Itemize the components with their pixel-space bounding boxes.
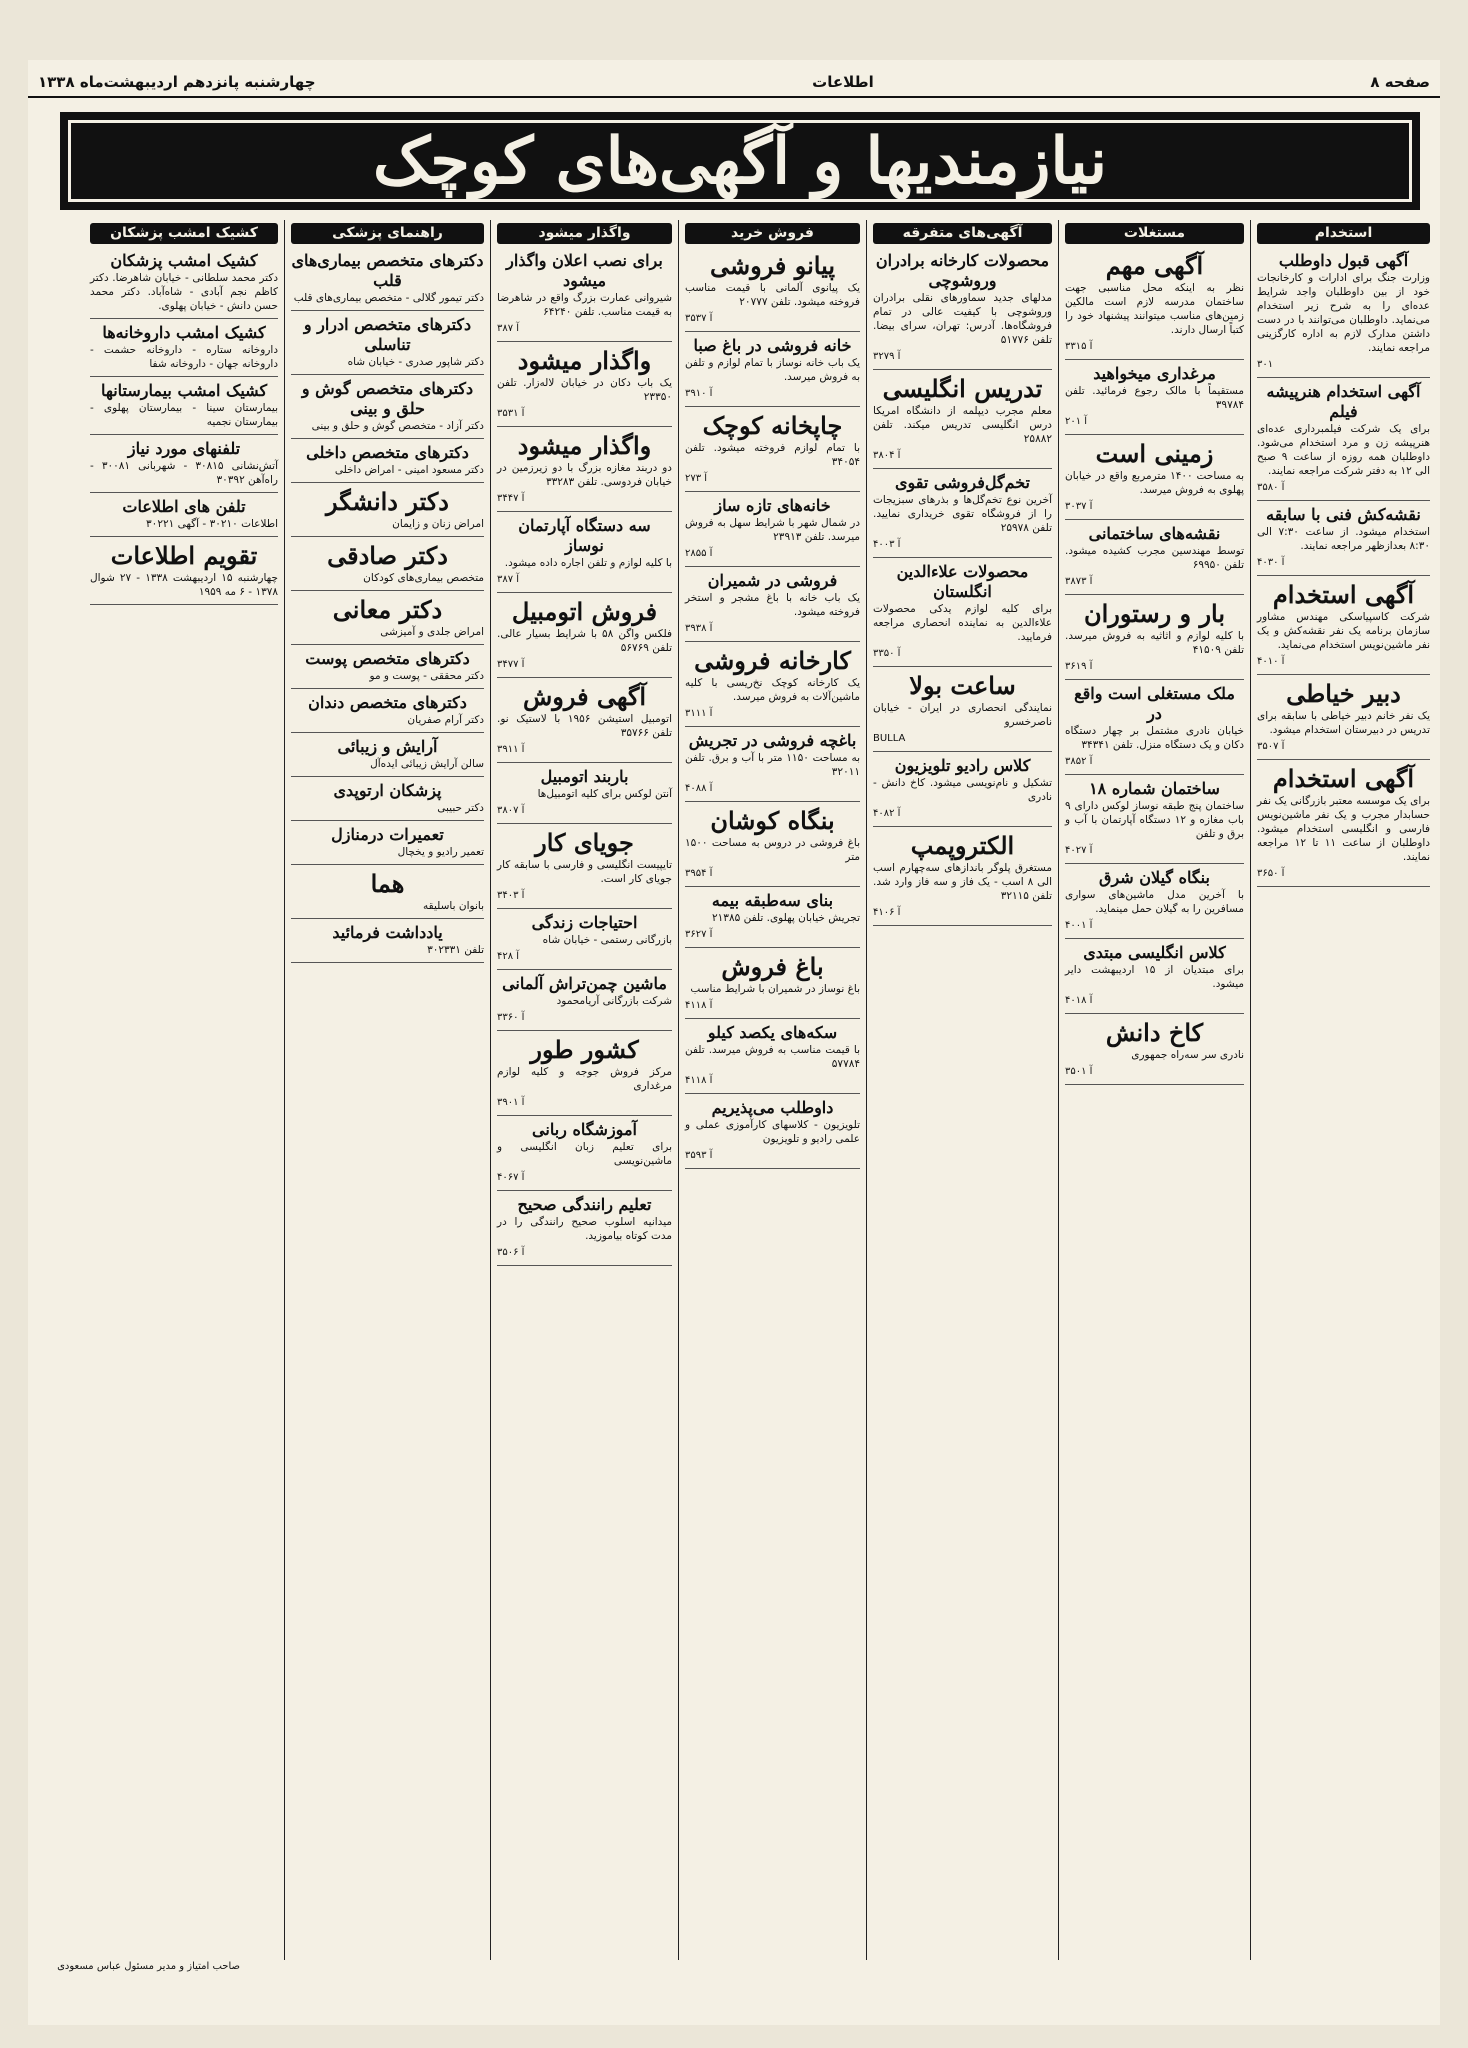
ad-body: آنتن لوکس برای کلیه اتومبیل‌ها bbox=[537, 788, 672, 800]
ad-title: کلاس رادیو تلویزیون bbox=[894, 756, 1031, 775]
ad-title: احتیاجات زندگی bbox=[531, 913, 638, 932]
ad-body: دکتر محققی - پوست و مو bbox=[369, 670, 484, 682]
classified-ad bbox=[873, 752, 1052, 827]
ad-code: آ ۳۴۷۷ bbox=[497, 659, 525, 670]
footer-credit: صاحب امتیاز و مدیر مسئول عباس مسعودی bbox=[57, 1961, 240, 1972]
classified-ad bbox=[497, 1031, 672, 1116]
classified-ad bbox=[685, 727, 860, 802]
ad-title: خانه‌های تازه ساز bbox=[714, 496, 831, 515]
ad-body: متخصص بیماری‌های کودکان bbox=[363, 572, 484, 584]
ad-title: کشور طور bbox=[530, 1035, 639, 1064]
ad-body: برای کلیه لوازم یدکی محصولات علاءالدین به نماینده انحصاری مراجعه فرمایید. bbox=[873, 603, 1052, 643]
ad-code: آ ۳۹۱۰ bbox=[685, 388, 713, 399]
ad-body: اتومبیل استیشن ۱۹۵۶ با لاستیک نو. تلفن ۳۵۷۶۶ bbox=[497, 713, 673, 739]
classified-ad bbox=[291, 483, 484, 537]
classified-ad bbox=[497, 1116, 672, 1191]
classified-ad bbox=[873, 558, 1052, 667]
classified-ad bbox=[1065, 864, 1244, 939]
classified-ad bbox=[685, 492, 860, 567]
ad-code: آ ۳۸۷۳ bbox=[1065, 576, 1093, 587]
classified-columns bbox=[36, 220, 1436, 1960]
ad-title: بنگاه گیلان شرق bbox=[1099, 868, 1210, 887]
column-3 bbox=[866, 220, 1058, 1960]
ad-body: تجریش خیابان پهلوی. تلفن ۲۱۳۸۵ bbox=[712, 912, 860, 924]
classified-ad bbox=[1065, 1014, 1244, 1085]
ad-body: بازرگانی رستمی - خیابان شاه bbox=[542, 934, 672, 946]
ad-code: آ ۴۰۸۸ bbox=[685, 783, 713, 794]
ad-body: آتش‌نشانی ۳۰۸۱۵ - شهربانی ۳۰۰۸۱ - راه‌آهن ۳۰۳۹۲ bbox=[90, 460, 278, 486]
ad-title: جویای کار bbox=[535, 828, 634, 857]
ad-body: دکتر حبیبی bbox=[437, 802, 484, 814]
classified-ad bbox=[1257, 576, 1430, 675]
ad-code: آ ۴۱۱۸ bbox=[685, 1000, 713, 1011]
classified-ad bbox=[1065, 435, 1244, 520]
ad-body: یک نفر خانم دبیر خیاطی با سابقه برای تدریس در دبیرستان استخدام میشود. bbox=[1257, 710, 1430, 736]
classified-ad bbox=[1065, 360, 1244, 435]
classified-ad bbox=[1065, 680, 1244, 775]
ad-code: آ ۳۰۳۷ bbox=[1065, 501, 1093, 512]
ad-body: برای یک موسسه معتبر بازرگانی یک نفر حسابدار مجرب و یک نفر ماشین‌نویس فارسی و انگلیسی استخدام میشود. داوطلبان از ساعت ۱۱ تا ۱۲ مراجعه نمایند. bbox=[1257, 795, 1430, 863]
classified-ad bbox=[1065, 595, 1244, 680]
ad-title: تخم‌گل‌فروشی تقوی bbox=[894, 473, 1030, 492]
ad-body: مستقیماً با مالک رجوع فرمائید. تلفن ۳۹۷۸۴ bbox=[1065, 385, 1244, 411]
ad-title: تلفن های اطلاعات bbox=[122, 497, 246, 516]
ad-code: BULLA bbox=[873, 733, 906, 744]
ad-title: آگهی مهم bbox=[1105, 251, 1204, 280]
classified-ad bbox=[291, 733, 484, 777]
ad-title: ساختمان شماره ۱۸ bbox=[1089, 779, 1220, 798]
ad-code: آ ۳۶۵۰ bbox=[1257, 868, 1285, 879]
ad-title: ساعت بولا bbox=[909, 671, 1016, 700]
ad-code: آ ۳۵۳۱ bbox=[497, 408, 525, 419]
paper-name: اطلاعات bbox=[812, 73, 874, 91]
ad-title: محصولات کارخانه برادران وروشوچی bbox=[875, 251, 1050, 290]
ad-title: ماشین چمن‌تراش آلمانی bbox=[502, 974, 667, 993]
ad-body: برای یک شرکت فیلمبرداری عده‌ای هنرپیشه زن و مرد استخدام می‌شود. داوطلبان همه روزه از ساعت ۹ صبح الی ۱۲ به دفتر شرکت مراجعه نمایند. bbox=[1257, 423, 1430, 477]
classified-ad bbox=[685, 1094, 860, 1169]
ad-body: باغ فروشی در دروس به مساحت ۱۵۰۰ متر bbox=[685, 837, 860, 863]
ad-code: آ ۳۵۰۶ bbox=[497, 1247, 525, 1258]
ad-title: دکترهای متخصص پوست bbox=[305, 649, 470, 668]
ad-title: باربند اتومبیل bbox=[540, 767, 629, 786]
ad-body: مدلهای جدید سماورهای نقلی برادران وروشوچی با کیفیت عالی در تمام فروشگاه‌ها. آدرس: تهران، سرای بیضا. تلفن ۵۱۷۷۶ bbox=[873, 292, 1052, 346]
ad-title: دبیر خیاطی bbox=[1286, 679, 1401, 708]
ad-title: دکتر صادقی bbox=[327, 541, 448, 570]
ad-title: باغچه فروشی در تجریش bbox=[688, 731, 857, 750]
ad-body: میدانیه اسلوب صحیح رانندگی را در مدت کوتاه بیاموزید. bbox=[497, 1216, 672, 1242]
ad-code: آ ۳۴۰۳ bbox=[497, 890, 525, 901]
classified-ad bbox=[497, 763, 672, 824]
ad-title: دکترهای متخصص بیماری‌های قلب bbox=[291, 251, 484, 290]
column-1 bbox=[1250, 220, 1436, 1960]
ad-body: مستغرق پلوگر بانداز‌های سه‌چهارم اسب الی ۸ اسب - یک فاز و سه فاز وارد شد. تلفن ۳۲۱۱۵ bbox=[873, 862, 1052, 902]
ad-code: آ ۳۹۰۱ bbox=[497, 1097, 525, 1108]
classified-ad bbox=[873, 370, 1052, 469]
column-4 bbox=[678, 220, 866, 1960]
classified-ad bbox=[873, 827, 1052, 926]
ad-title: سکه‌های یکصد کیلو bbox=[707, 1023, 838, 1042]
classified-ad bbox=[497, 427, 672, 512]
ad-body: تشکیل و نام‌نویسی میشود. کاخ دانش - نادری bbox=[873, 777, 1052, 803]
classified-ad bbox=[90, 319, 278, 377]
ad-title: آگهی استخدام bbox=[1272, 764, 1415, 793]
column-section-header: مستغلات bbox=[1065, 223, 1244, 244]
ad-title: تعمیرات درمنازل bbox=[331, 825, 444, 844]
classified-ad bbox=[291, 311, 484, 375]
ad-title: آگهی قبول داوطلب bbox=[1278, 251, 1409, 270]
ad-body: شرکت بازرگانی آریامحمود bbox=[556, 995, 672, 1007]
ad-title: داوطلب می‌پذیریم bbox=[711, 1098, 834, 1117]
ad-title: برای نصب اعلان واگذار میشود bbox=[506, 251, 663, 290]
ad-title: آموزشگاه ربانی bbox=[532, 1120, 637, 1139]
ad-body: با کلیه لوازم و تلفن اجاره داده میشود. bbox=[504, 557, 672, 569]
ad-body: تلویزیون - کلاسهای کارآموزی عملی و علمی رادیو و تلویزیون bbox=[685, 1119, 860, 1145]
ad-title: آگهی فروش bbox=[522, 682, 647, 711]
ad-body: برای مبتدیان از ۱۵ اردیبهشت دایر میشود. bbox=[1065, 964, 1244, 990]
ad-code: آ ۲۸۵۵ bbox=[685, 548, 713, 559]
classified-ad bbox=[90, 377, 278, 435]
ad-body: تلفن ۳۰۲۳۳۱ bbox=[427, 944, 484, 956]
ad-code: آ ۴۰۲۷ bbox=[1065, 845, 1093, 856]
classified-ad bbox=[685, 332, 860, 407]
ad-code: آ ۳۵۹۳ bbox=[685, 1150, 713, 1161]
ad-body: ساختمان پنج طبقه نوساز لوکس دارای ۹ باب مغازه و ۱۲ دستگاه آپارتمان با آب و برق و تلفن bbox=[1065, 800, 1244, 840]
ad-body: سالن آرایش زیبائی ایده‌آل bbox=[370, 758, 484, 770]
ad-body: با تمام لوازم فروخته میشود. تلفن ۳۴۰۵۴ bbox=[685, 442, 860, 468]
ad-title: هما bbox=[370, 869, 405, 898]
classified-ad bbox=[291, 777, 484, 821]
ad-body: امراض زنان و زایمان bbox=[392, 518, 484, 530]
ad-title: سه دستگاه آپارتمان نوساز bbox=[518, 516, 651, 555]
classified-ad bbox=[291, 919, 484, 963]
ad-title: فروشی در شمیران bbox=[707, 571, 838, 590]
ad-code: آ ۴۱۱۸ bbox=[685, 1075, 713, 1086]
ad-body: یک باب خانه نوساز با تمام لوازم و تلفن به فروش میرسد. bbox=[685, 357, 860, 383]
classified-ad bbox=[685, 642, 860, 727]
classified-ad bbox=[1065, 939, 1244, 1014]
ad-code: آ ۳۶۱۹ bbox=[1065, 661, 1093, 672]
ad-title: آرایش و زیبائی bbox=[337, 737, 438, 756]
ad-title: تقویم اطلاعات bbox=[110, 541, 258, 570]
ad-body: فلکس واگن ۵۸ با شرایط بسیار عالی. تلفن ۵۶۷۶۹ bbox=[497, 628, 672, 654]
classified-ad bbox=[291, 645, 484, 689]
ad-body: امراض جلدی و آمیزشی bbox=[380, 626, 484, 638]
ad-code: آ ۴۰۸۲ bbox=[873, 808, 901, 819]
classified-ad bbox=[1257, 760, 1430, 887]
ad-code: آ ۴۰۶۷ bbox=[497, 1172, 525, 1183]
ad-code: آ ۳۹۵۴ bbox=[685, 868, 713, 879]
ad-title: کارخانه فروشی bbox=[694, 646, 851, 675]
ad-body: شیروانی عمارت بزرگ واقع در شاهرضا به قیمت مناسب. تلفن ۶۴۲۴۰ bbox=[497, 292, 672, 318]
ad-title: دکترهای متخصص ادرار و تناسلی bbox=[303, 315, 472, 354]
ad-code: آ ۴۰۰۳ bbox=[873, 539, 901, 550]
ad-title: دکترهای متخصص دندان bbox=[308, 693, 467, 712]
ad-code: آ ۳۵۰۷ bbox=[1257, 741, 1285, 752]
classified-ad bbox=[497, 970, 672, 1031]
classified-ad bbox=[291, 591, 484, 645]
classified-ad bbox=[873, 667, 1052, 752]
ad-body: دکتر محمد سلطانی - خیابان شاهرضا. دکتر کاظم نجم آبادی - شاه‌آباد. دکتر محمد حسن دانش - خیابان پهلوی. bbox=[90, 272, 278, 312]
ad-title: کشیک امشب بیمارستانها bbox=[100, 381, 268, 400]
ad-body: نمایندگی انحصاری در ایران - خیابان ناصرخسرو bbox=[873, 702, 1052, 728]
classified-ad bbox=[497, 593, 672, 678]
ad-code: آ ۳۴۴۷ bbox=[497, 493, 525, 504]
ad-code: آ ۳۸۰۴ bbox=[873, 450, 901, 461]
ad-code: آ ۳۵۳۷ bbox=[685, 313, 713, 324]
ad-body: وزارت جنگ برای ادارات و کارخانجات خود از بین داوطلبان واجد شرایط عده‌ای را به شرح زیر استخدام می‌نماید. داوطلبان می‌توانند با در دست داشتن مدارک لازم به اداره کارگزینی مراجعه نمایند. bbox=[1257, 272, 1430, 354]
classified-ad bbox=[497, 247, 672, 342]
ad-title: زمینی است bbox=[1095, 439, 1214, 468]
ad-body: خیابان نادری مشتمل بر چهار دستگاه دکان و یک دستگاه منزل. تلفن ۳۴۳۴۱ bbox=[1065, 725, 1244, 751]
ad-code: آ ۳۳۵۰ bbox=[873, 648, 901, 659]
ad-code: آ ۴۰۱۰ bbox=[1257, 656, 1285, 667]
ad-body: به مساحت ۱۱۵۰ متر با آب و برق. تلفن ۳۲۰۱۱ bbox=[685, 752, 861, 778]
ad-title: دکترهای متخصص داخلی bbox=[306, 443, 469, 462]
classified-ad bbox=[685, 247, 860, 332]
ad-body: دکتر شاپور صدری - خیابان شاه bbox=[347, 356, 484, 368]
ad-body: با کلیه لوازم و اثاثیه به فروش میرسد. تلفن ۴۱۵۰۹ bbox=[1065, 630, 1244, 656]
ad-code: آ ۳۳۶۰ bbox=[497, 1012, 525, 1023]
classified-ad bbox=[90, 247, 278, 319]
ad-code: آ ۳۶۲۷ bbox=[685, 929, 713, 940]
ad-code: آ ۳۹۱۱ bbox=[497, 744, 525, 755]
classified-ad bbox=[1257, 501, 1430, 576]
ad-title: نقشه‌های ساختمانی bbox=[1088, 524, 1221, 543]
classified-ad bbox=[291, 375, 484, 439]
ad-body: با آخرین مدل ماشین‌های سواری مسافرین را به گیلان حمل مینماید. bbox=[1065, 889, 1244, 915]
ad-body: با قیمت مناسب به فروش میرسد. تلفن ۵۷۷۸۴ bbox=[685, 1044, 860, 1070]
ad-title: تدریس انگلیسی bbox=[882, 374, 1043, 403]
ad-title: پیانو فروشی bbox=[709, 251, 836, 280]
ad-code: آ ۳۳۱۵ bbox=[1065, 341, 1093, 352]
ad-code: آ ۴۰۰۱ bbox=[1065, 920, 1093, 931]
page-number: صفحه ۸ bbox=[1370, 73, 1430, 91]
column-6 bbox=[284, 220, 490, 1960]
classified-ad bbox=[1257, 675, 1430, 760]
ad-body: بانوان باسلیقه bbox=[423, 900, 484, 912]
ad-title: آگهی استخدام bbox=[1272, 580, 1415, 609]
ad-body: داروخانه ستاره - داروخانه حشمت - داروخانه جهان - داروخانه شفا bbox=[90, 344, 278, 370]
classifieds-banner: نیازمندیها و آگهی‌های کوچک bbox=[60, 112, 1420, 210]
ad-code: آ ۳۲۷۹ bbox=[873, 351, 901, 362]
ad-title: کشیک امشب داروخانه‌ها bbox=[102, 323, 266, 342]
classified-ad bbox=[291, 689, 484, 733]
ad-title: تلفنهای مورد نیاز bbox=[127, 439, 241, 458]
ad-body: دکتر آزاد - متخصص گوش و حلق و بینی bbox=[311, 420, 484, 432]
ad-code: آ ۳۹۳۸ bbox=[685, 623, 713, 634]
classified-ad bbox=[1065, 775, 1244, 864]
ad-body: یک باب خانه با باغ مشجر و استخر فروخته میشود. bbox=[685, 592, 860, 618]
ad-title: بنای سه‌طبقه بیمه bbox=[711, 891, 834, 910]
ad-code: آ ۴۱۰۶ bbox=[873, 907, 901, 918]
ad-body: یک باب دکان در خیابان لاله‌زار. تلفن ۲۳۳۵۰ bbox=[497, 377, 672, 403]
classified-ad bbox=[873, 469, 1052, 558]
classified-ad bbox=[1065, 520, 1244, 595]
classified-ad bbox=[873, 247, 1052, 370]
classified-ad bbox=[497, 824, 672, 909]
ad-body: در شمال شهر با شرایط سهل به فروش میرسد. تلفن ۲۳۹۱۳ bbox=[685, 517, 860, 543]
classified-ad bbox=[291, 439, 484, 483]
ad-body: دو دربند مغازه بزرگ با دو زیرزمین در خیابان فردوسی. تلفن ۳۳۲۸۳ bbox=[497, 462, 672, 488]
ad-title: یادداشت فرمائید bbox=[332, 923, 443, 942]
ad-code: ۳۰۱ bbox=[1257, 359, 1274, 370]
ad-body: یک کارخانه کوچک نخ‌ریسی با کلیه ماشین‌آلات به فروش میرسد. bbox=[685, 677, 860, 703]
ad-body: چهارشنبه ۱۵ اردیبهشت ۱۳۳۸ - ۲۷ شوال ۱۳۷۸ - ۶ مه ۱۹۵۹ bbox=[90, 572, 279, 598]
ad-title: ملک مستغلی است واقع در bbox=[1074, 684, 1235, 723]
ad-body: تعمیر رادیو و یخچال bbox=[397, 846, 484, 858]
classified-ad bbox=[1257, 378, 1430, 501]
ad-title: چاپخانه کوچک bbox=[702, 411, 843, 440]
classified-ad bbox=[497, 909, 672, 970]
column-section-header: کشیک امشب پزشکان bbox=[90, 223, 278, 244]
ad-title: نقشه‌کش فنی با سابقه bbox=[1266, 505, 1421, 524]
ad-title: مرغداری میخواهید bbox=[1093, 364, 1216, 383]
ad-code: آ ۴۰۱۸ bbox=[1065, 995, 1093, 1006]
ad-code: آ ۴۲۸ bbox=[497, 951, 520, 962]
page-header bbox=[28, 68, 1440, 98]
ad-title: دکتر دانشگر bbox=[326, 487, 449, 516]
ad-body: نظر به اینکه محل مناسبی جهت ساختمان مدرسه لازم است مالکین زمین‌های مناسب میتوانند پیشنهاد خود را کتباً ارسال دارند. bbox=[1065, 282, 1244, 336]
column-2 bbox=[1058, 220, 1250, 1960]
ad-code: آ ۳۸۰۷ bbox=[497, 805, 525, 816]
ad-body: معلم مجرب دیپلمه از دانشگاه امریکا درس انگلیسی تدریس میکند. تلفن ۲۵۸۸۲ bbox=[873, 405, 1052, 445]
ad-body: باغ نوساز در شمیران با شرایط مناسب bbox=[690, 983, 860, 995]
classified-ad bbox=[685, 567, 860, 642]
classified-ad bbox=[497, 342, 672, 427]
classified-ad bbox=[685, 948, 860, 1019]
ad-body: تایپیست انگلیسی و فارسی با سابقه کار جویای کار است. bbox=[497, 859, 672, 885]
ad-body: دکتر مسعود امینی - امراض داخلی bbox=[334, 464, 484, 476]
classified-ad bbox=[90, 493, 278, 537]
ad-code: آ ۳۸۵۲ bbox=[1065, 756, 1093, 767]
ad-body: نادری سر سه‌راه جمهوری bbox=[1131, 1049, 1244, 1061]
ad-title: تعلیم رانندگی صحیح bbox=[517, 1195, 652, 1214]
ad-body: مرکز فروش جوجه و کلیه لوازم مرغداری bbox=[497, 1066, 672, 1092]
ad-code: آ ۳۸۷ bbox=[497, 574, 520, 585]
column-5 bbox=[490, 220, 678, 1960]
classified-ad bbox=[291, 865, 484, 919]
ad-body: توسط مهندسین مجرب کشیده میشود. تلفن ۶۹۹۵۰ bbox=[1065, 545, 1244, 571]
column-section-header: راهنمای پزشکی bbox=[291, 223, 484, 244]
classified-ad bbox=[497, 678, 672, 763]
ad-body: دکتر آرام صفریان bbox=[407, 714, 484, 726]
classified-ad bbox=[90, 537, 278, 605]
ad-title: دکترهای متخصص گوش و حلق و بینی bbox=[301, 379, 474, 418]
ad-code: آ ۴۰۳۰ bbox=[1257, 557, 1285, 568]
column-7 bbox=[84, 220, 284, 1960]
classified-ad bbox=[685, 887, 860, 948]
ad-title: واگذار میشود bbox=[517, 431, 652, 460]
column-section-header: استخدام bbox=[1257, 223, 1430, 244]
ad-title: باغ فروش bbox=[721, 952, 824, 981]
ad-code: آ ۲۰۱ bbox=[1065, 416, 1088, 427]
issue-date: چهارشنبه پانزدهم اردیبهشت‌ماه ۱۳۳۸ bbox=[38, 73, 316, 91]
ad-title: پزشکان ارتوپدی bbox=[333, 781, 442, 800]
ad-title: فروش اتومبیل bbox=[511, 597, 658, 626]
ad-body: دکتر تیمور گلالی - متخصص بیماری‌های قلب bbox=[293, 292, 484, 304]
classified-ad bbox=[291, 821, 484, 865]
column-section-header: واگذار میشود bbox=[497, 223, 672, 244]
ad-title: بنگاه کوشان bbox=[710, 806, 835, 835]
ad-body: شرکت کاسپیاسکی مهندس مشاور سازمان برنامه یک نفر نقشه‌کش و یک نفر ماشین‌نویس استخدام می‌نماید. bbox=[1257, 611, 1430, 651]
ad-title: محصولات علاءالدین انگلستان bbox=[896, 562, 1029, 601]
classified-ad bbox=[1065, 247, 1244, 360]
ad-title: دکتر معانی bbox=[332, 595, 443, 624]
ad-body: به مساحت ۱۴۰۰ مترمربع واقع در خیابان پهلوی به فروش میرسد. bbox=[1065, 470, 1244, 496]
ad-body: برای تعلیم زبان انگلیسی و ماشین‌نویسی bbox=[497, 1141, 672, 1167]
ad-title: بار و رستوران bbox=[1083, 599, 1226, 628]
classified-ad bbox=[291, 537, 484, 591]
classified-ad bbox=[685, 407, 860, 492]
classified-ad bbox=[497, 512, 672, 593]
column-section-header: آگهی‌های متفرقه bbox=[873, 223, 1052, 244]
ad-title: خانه فروشی در باغ صبا bbox=[693, 336, 852, 355]
ad-title: واگذار میشود bbox=[517, 346, 652, 375]
ad-code: آ ۳۱۱۱ bbox=[685, 708, 713, 719]
ad-code: آ ۲۷۳ bbox=[685, 473, 708, 484]
ad-body: آخرین نوع تخم‌گل‌ها و بذرهای سبزیجات را از فروشگاه تقوی خریداری نمایید. تلفن ۲۵۹۷۸ bbox=[873, 494, 1052, 534]
ad-title: کشیک امشب پزشکان bbox=[110, 251, 258, 270]
ad-body: استخدام میشود. از ساعت ۷:۳۰ الی ۸:۳۰ بعدازظهر مراجعه نمایند. bbox=[1257, 526, 1430, 552]
ad-code: آ ۳۵۰۱ bbox=[1065, 1066, 1093, 1077]
classified-ad bbox=[1257, 247, 1430, 378]
classified-ad bbox=[90, 435, 278, 493]
ad-body: بیمارستان سینا - بیمارستان پهلوی - بیمارستان نجمیه bbox=[90, 402, 278, 428]
ad-title: کاخ دانش bbox=[1105, 1018, 1204, 1047]
ad-title: الکتروپمپ bbox=[910, 831, 1015, 860]
ad-code: آ ۳۵۸۰ bbox=[1257, 482, 1285, 493]
column-section-header: فروش خرید bbox=[685, 223, 860, 244]
classified-ad bbox=[291, 247, 484, 311]
classified-ad bbox=[685, 802, 860, 887]
ad-body: اطلاعات ۳۰۲۱۰ - آگهی ۳۰۲۲۱ bbox=[146, 518, 278, 530]
ad-code: آ ۳۸۷ bbox=[497, 323, 520, 334]
ad-title: آگهی استخدام هنرپیشه فیلم bbox=[1266, 382, 1421, 421]
ad-title: کلاس انگلیسی مبتدی bbox=[1083, 943, 1226, 962]
classified-ad bbox=[685, 1019, 860, 1094]
ad-body: یک پیانوی آلمانی با قیمت مناسب فروخته میشود. تلفن ۲۰۷۷۷ bbox=[685, 282, 860, 308]
classified-ad bbox=[497, 1191, 672, 1266]
